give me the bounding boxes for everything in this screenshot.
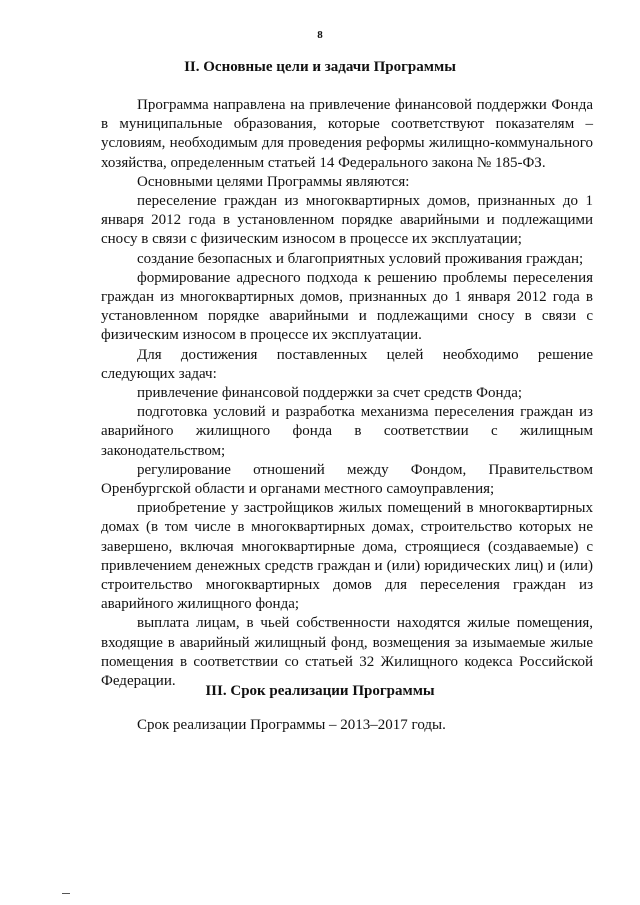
page-number: 8 [317, 29, 323, 41]
paragraph: подготовка условий и разработка механизма переселения граждан из аварийного жилищного фонда в соответствии с жилищным законодательством; [101, 404, 593, 459]
paragraph: Основными целями Программы являются: [137, 173, 410, 190]
paragraph: создание безопасных и благоприятных условий проживания граждан; [137, 250, 584, 267]
paragraph: выплата лицам, в чьей собственности находятся жилые помещения, входящие в аварийный жилищный фонд, возмещения за изымаемые жилые помещения в соответствии со статьей 32 Жилищного кодекса Российской Федерации. [101, 615, 593, 690]
paragraph: приобретение у застройщиков жилых помещений в многоквартирных домах (в том числе в многоквартирных домах, строительство которых не завершено, включая многоквартирные дома, строящиеся (создаваемые) с привлечением денежных средств граждан и (или) юридических лиц) и (или) строительство многоквартирных домов для переселения граждан из аварийного жилищного фонда; [101, 500, 593, 613]
section-2-heading: II. Основные цели и задачи Программы [184, 59, 456, 75]
paragraph: регулирование отношений между Фондом, Правительством Оренбургской области и органами местного самоуправления; [101, 461, 593, 498]
paragraph: Для достижения поставленных целей необходимо решение следующих задач: [101, 346, 593, 382]
section-3-paragraph: Срок реализации Программы – 2013–2017 годы. [137, 717, 446, 733]
section-3-heading: III. Срок реализации Программы [205, 683, 435, 699]
paragraph: переселение граждан из многоквартирных домов, признанных до 1 января 2012 года в установленном порядке аварийными и подлежащими сносу в связи с физическим износом в процессе их эксплуатации; [101, 193, 593, 248]
footer-mark [62, 893, 70, 894]
paragraph: формирование адресного подхода к решению проблемы переселения граждан из многоквартирных домов, признанных до 1 января 2012 года в установленном порядке аварийными и подлежащими сносу в связи с физическим износом в процессе их эксплуатации. [101, 269, 593, 344]
section-2-body [101, 96, 593, 691]
paragraph: Программа направлена на привлечение финансовой поддержки Фонда в муниципальные образования, которые соответствуют показателям – условиям, необходимым для проведения реформы жилищно-коммунального хозяйства, определенным статьей 14 Федерального закона № 185-ФЗ. [101, 97, 593, 171]
paragraph: привлечение финансовой поддержки за счет средств Фонда; [137, 385, 523, 402]
